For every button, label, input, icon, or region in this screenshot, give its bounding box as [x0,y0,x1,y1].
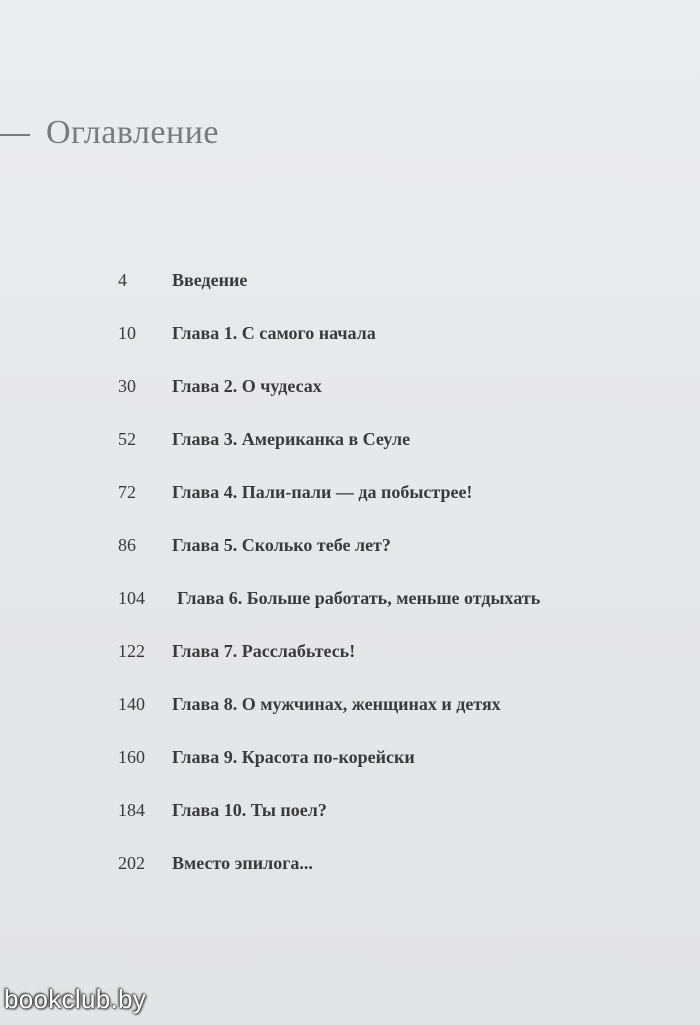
toc-page-number: 30 [118,376,136,396]
title-dash [0,134,30,136]
toc-row [0,688,700,720]
toc-entry-title: Глава 7. Расслабьтесь! [172,641,356,661]
toc-page-number: 86 [118,535,136,555]
page-title: Оглавление [46,114,219,151]
toc-page-number: 4 [118,270,127,290]
title-row [0,108,400,158]
watermark: bookclub.by [4,984,147,1014]
toc-entry-title: Введение [172,270,248,290]
toc-row [0,582,700,614]
toc-row [0,264,700,296]
toc-entry-title: Глава 5. Сколько тебе лет? [172,535,391,555]
toc-page-number: 184 [118,800,145,820]
toc-row [0,794,700,826]
toc-entry-title: Глава 4. Пали-пали — да побыстрее! [172,482,473,502]
toc-row [0,741,700,773]
toc-entry-title: Глава 1. С самого начала [172,323,376,343]
toc-row [0,635,700,667]
toc-row [0,529,700,561]
toc-entry-title: Глава 3. Американка в Сеуле [172,429,411,449]
toc-row [0,370,700,402]
toc-page-number: 104 [118,588,145,608]
toc-entry-title: Глава 9. Красота по-корейски [172,747,415,767]
toc-page-number: 122 [118,641,145,661]
toc-page-number: 52 [118,429,136,449]
toc-page-number: 202 [118,853,145,873]
toc-page-number: 72 [118,482,136,502]
toc-row [0,317,700,349]
toc-entry-title: Вместо эпилога... [172,853,313,873]
toc-page-number: 140 [118,694,145,714]
toc-entry-title: Глава 2. О чудесах [172,376,322,396]
toc-row [0,847,700,879]
toc-page-number: 160 [118,747,145,767]
toc-entry-title: Глава 6. Больше работать, меньше отдыхать [177,588,541,608]
toc-row [0,423,700,455]
toc-entry-title: Глава 10. Ты поел? [172,800,327,820]
toc-row [0,476,700,508]
toc-page-number: 10 [118,323,136,343]
toc-entry-title: Глава 8. О мужчинах, женщинах и детях [172,694,501,714]
